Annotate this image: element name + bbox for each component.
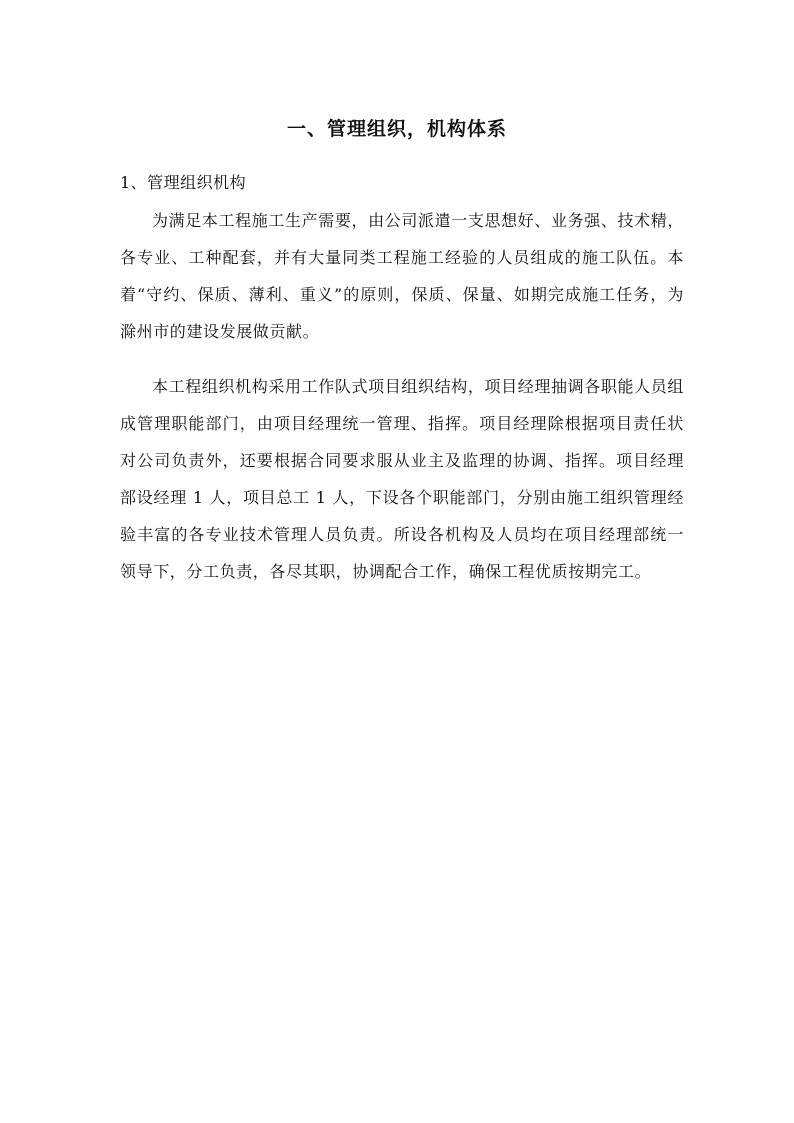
paragraph-2: 本工程组织机构采用工作队式项目组织结构，项目经理抽调各职能人员组成管理职能部门，由项目经理统一管理、指挥。项目经理除根据项目责任状对公司负责外，还要根据合同要求服从业主及监理的协调、指挥。项目经理部设经理 1 人，项目总工 1 人，下设各个职能部门，分别由施工组织管理经验丰富的各专业技术管理人员负责。所设各机构及人员均在项目经理部统一领导下，分工负责，各尽其职，协调配合工作，确保工程优质按期完工。 <box>120 377 684 581</box>
paragraph-1: 为满足本工程施工生产需要，由公司派遣一支思想好、业务强、技术精，各专业、工种配套，并有大量同类工程施工经验的人员组成的施工队伍。本着“守约、保质、薄利、重义”的原则，保质、保量、如期完成施工任务，为滁州市的建设发展做贡献。 <box>120 211 684 341</box>
document-title: 一、管理组织，机构体系 <box>286 118 507 140</box>
section-heading: 1、管理组织机构 <box>120 173 247 192</box>
